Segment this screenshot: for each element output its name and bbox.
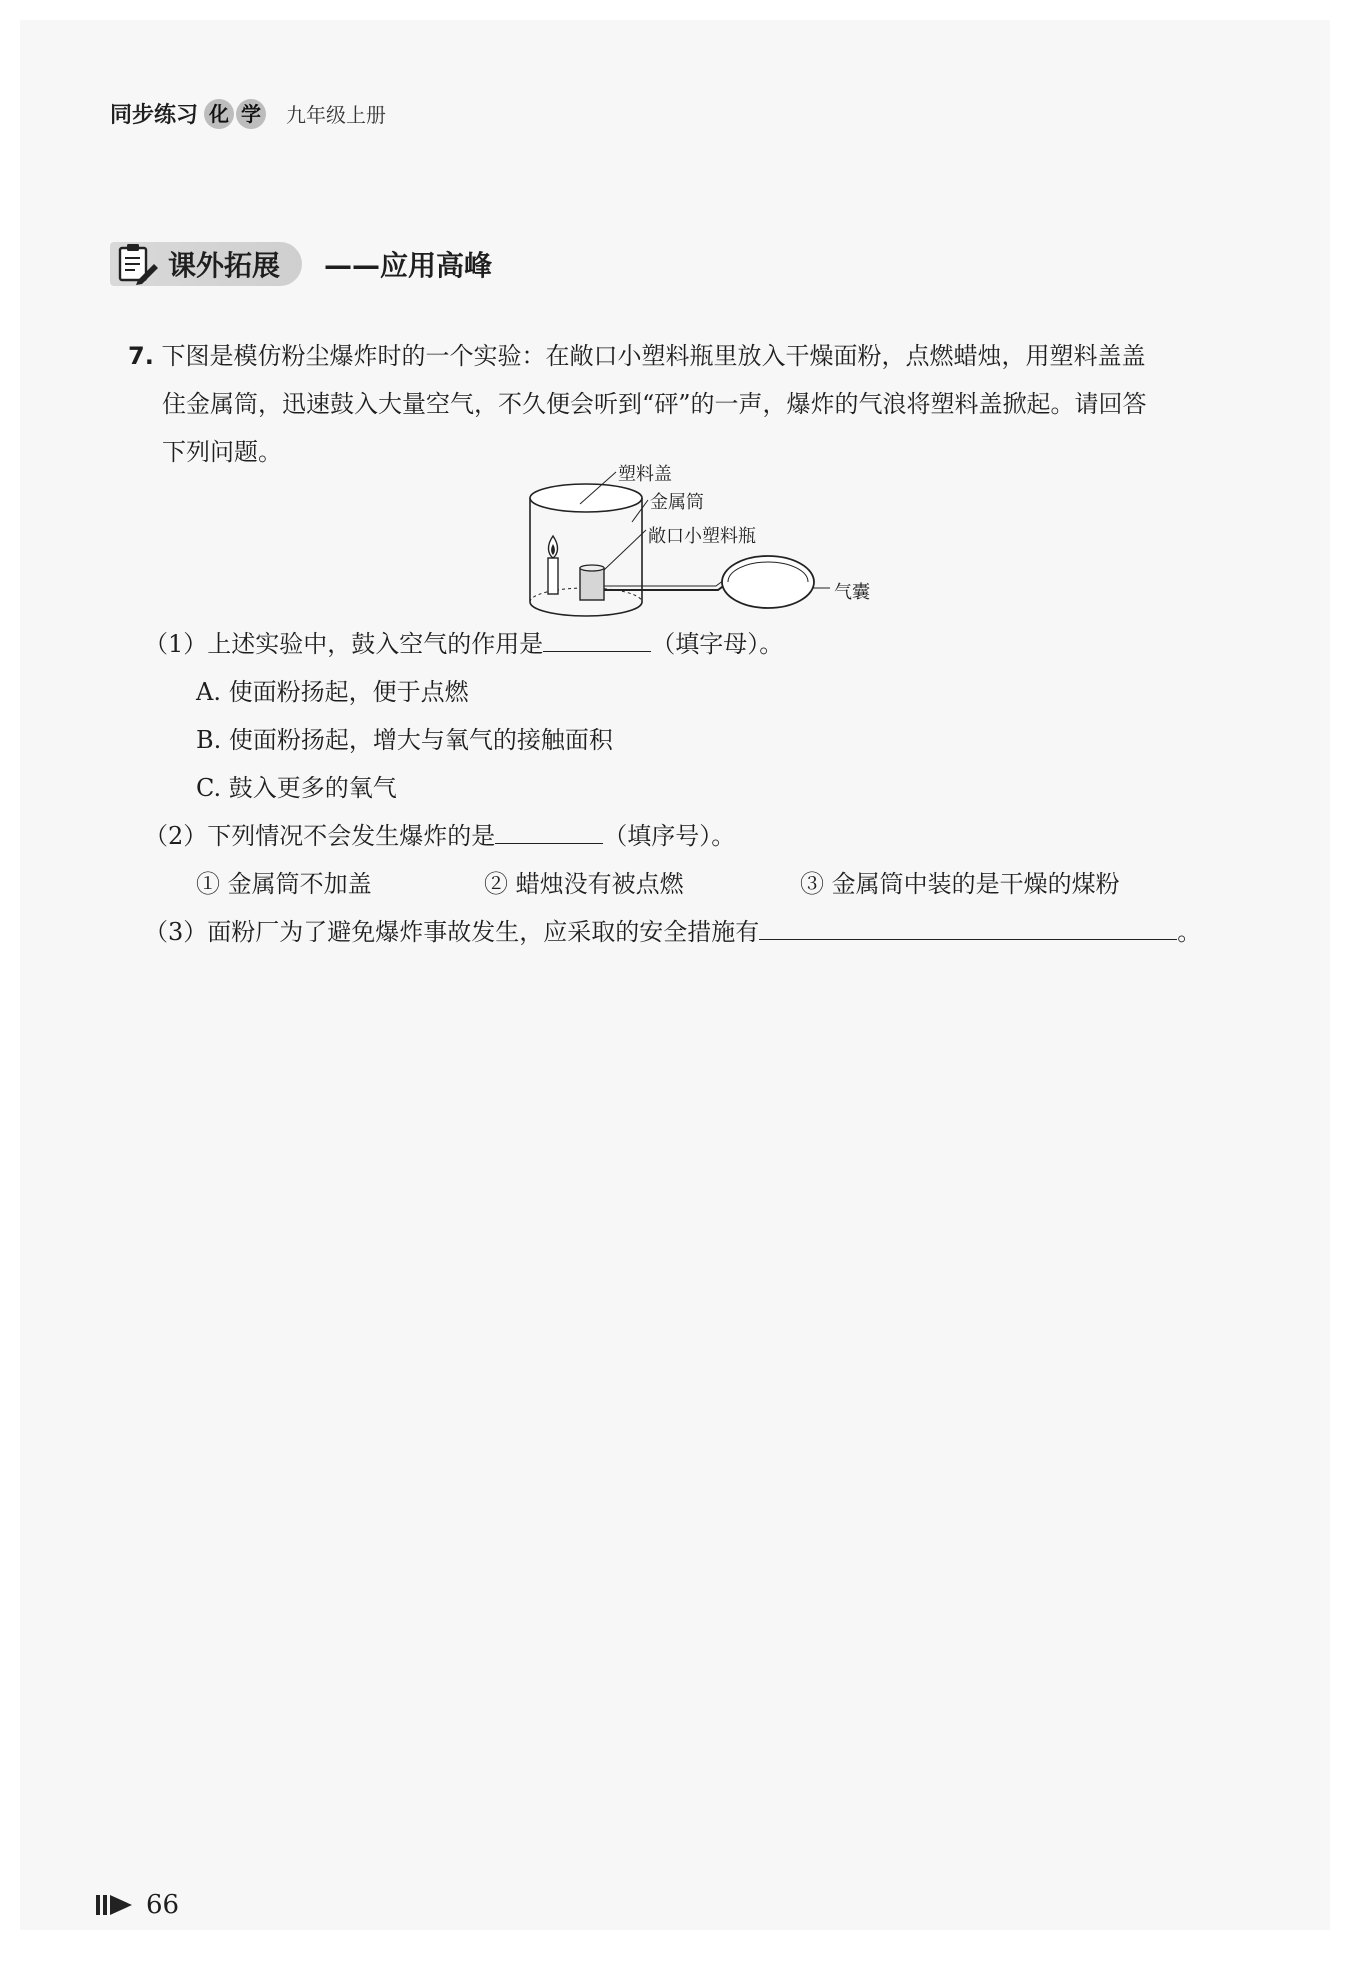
- section-heading: [110, 242, 492, 286]
- grade-label: 九年级上册: [286, 103, 387, 127]
- section-band: [110, 242, 302, 286]
- sub1-suffix: （填字母）。: [651, 630, 784, 658]
- book-header: [110, 98, 386, 129]
- choice-2: ② 蜡烛没有被点燃: [484, 870, 684, 898]
- label-lid: 塑料盖: [618, 464, 672, 485]
- sub2-suffix: （填序号）。: [603, 822, 736, 850]
- sub3-suffix: 。: [1177, 918, 1202, 946]
- question-number: 7.: [128, 342, 154, 370]
- answer-blank-2[interactable]: [495, 821, 603, 844]
- label-bottle: 敞口小塑料瓶: [648, 526, 756, 547]
- subquestion-1: [144, 624, 783, 659]
- sub3-prefix: （3）面粉厂为了避免爆炸事故发生，应采取的安全措施有: [144, 918, 760, 946]
- choice-3: ③ 金属筒中装的是干燥的煤粉: [800, 870, 1120, 898]
- sub1-prefix: （1）上述实验中，鼓入空气的作用是: [144, 630, 544, 658]
- section-title: 课外拓展: [168, 249, 281, 282]
- series-title: 同步练习: [110, 103, 199, 128]
- option-a: A. 使面粉扬起，便于点燃: [196, 678, 469, 706]
- subject-char-1: 化: [204, 99, 234, 129]
- subquestion-3: [144, 912, 1201, 947]
- label-can: 金属筒: [650, 492, 704, 513]
- stem-line-3: 下列问题。: [162, 438, 282, 466]
- apparatus-figure: [520, 460, 900, 628]
- stem-line-2: 住金属筒，迅速鼓入大量空气，不久便会听到“砰”的一声，爆炸的气浪将塑料盖掀起。请回答: [162, 390, 1147, 418]
- question-stem: [128, 332, 1288, 476]
- stem-line-1: 下图是模仿粉尘爆炸时的一个实验：在敞口小塑料瓶里放入干燥面粉，点燃蜡烛，用塑料盖盖: [161, 342, 1146, 370]
- page-marker-icon: [96, 1893, 136, 1917]
- option-b: B. 使面粉扬起，增大与氧气的接触面积: [196, 726, 613, 754]
- choice-1: ① 金属筒不加盖: [196, 870, 372, 898]
- section-subtitle: ——应用高峰: [324, 249, 493, 282]
- page-footer: [96, 1890, 179, 1920]
- page-number: 66: [146, 1890, 180, 1920]
- subquestion-2: [144, 816, 735, 851]
- subject-char-2: 学: [236, 99, 266, 129]
- answer-blank-1[interactable]: [543, 629, 651, 652]
- answer-blank-3[interactable]: [759, 917, 1177, 940]
- option-c: C. 鼓入更多的氧气: [196, 774, 397, 802]
- sub2-prefix: （2）下列情况不会发生爆炸的是: [144, 822, 496, 850]
- label-bag: 气囊: [834, 582, 870, 603]
- subject-badge: [204, 99, 268, 129]
- notepad-pencil-icon: [116, 242, 160, 286]
- page: [20, 20, 1330, 1930]
